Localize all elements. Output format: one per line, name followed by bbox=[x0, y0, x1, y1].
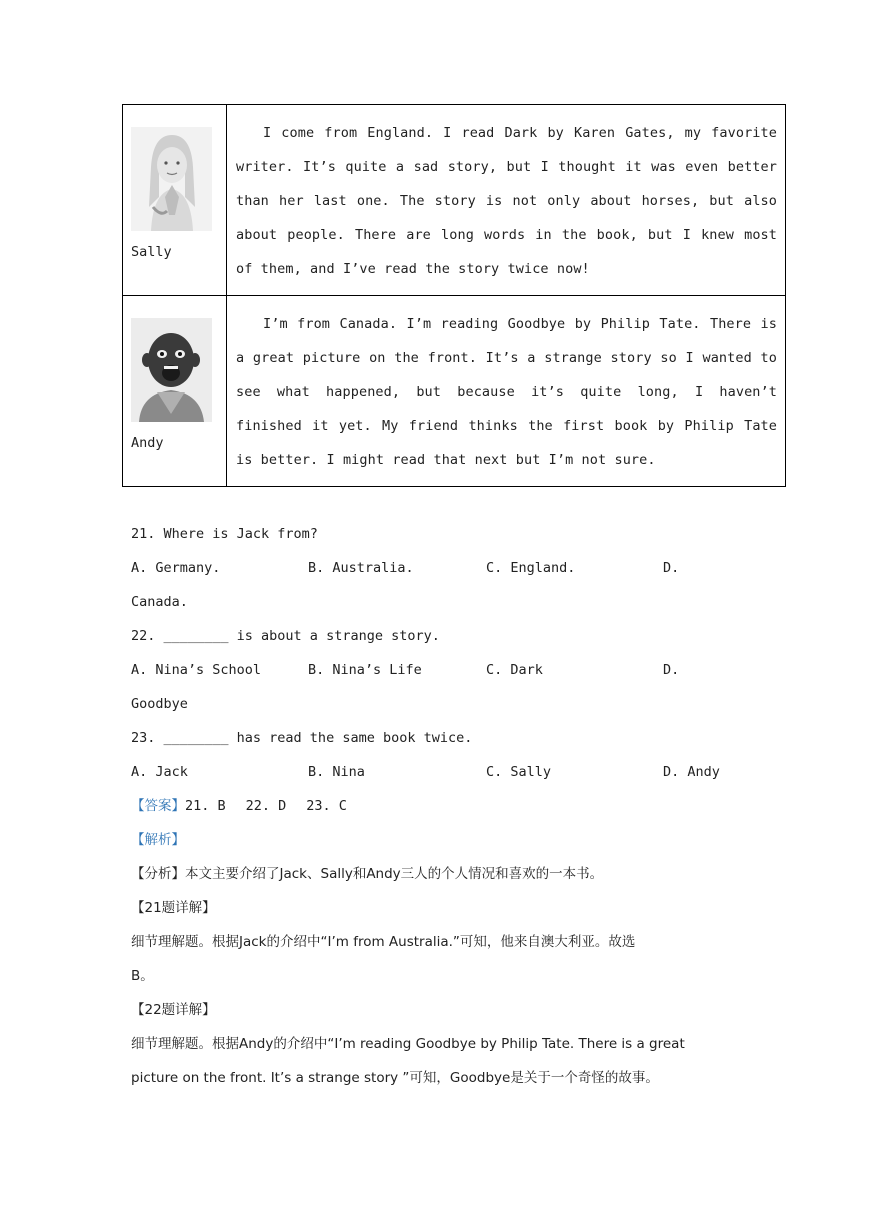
option-a: A. Germany. bbox=[131, 560, 221, 576]
summary-text: 本文主要介绍了Jack、Sally和Andy三人的个人情况和喜欢的一本书。 bbox=[185, 866, 604, 882]
q21-detail-line-1: 细节理解题。根据Jack的介绍中“I’m from Australia.”可知，他来自澳大利亚。故选 bbox=[131, 934, 636, 950]
answer-22: 22. D bbox=[245, 798, 287, 814]
options-row bbox=[131, 755, 751, 789]
answer-21: 21. B bbox=[185, 798, 226, 814]
option-d-text: Goodbye bbox=[131, 696, 188, 712]
option-b: B. Australia. bbox=[308, 560, 414, 576]
answer-23: 23. C bbox=[306, 798, 347, 814]
option-c: C. Sally bbox=[486, 764, 552, 780]
options-row bbox=[131, 551, 751, 585]
passage-sally: I come from England. I read Dark by Karen Gates, my favorite writer. It’s quite a sad story, but I thought it was even better than her last one. The story is not only about horses, but also about people. There are long words in the book, but I knew most of them, and I’ve read the story twice now! bbox=[236, 125, 777, 277]
summary-line bbox=[131, 857, 751, 891]
answer-label: 【答案】 bbox=[131, 798, 185, 814]
option-c: C. Dark bbox=[486, 662, 543, 678]
answer-line bbox=[131, 789, 751, 823]
girl-photo bbox=[131, 127, 212, 231]
question-stem: 21. Where is Jack from? bbox=[131, 526, 318, 542]
table-row bbox=[123, 105, 786, 296]
q21-detail-line-2: B。 bbox=[131, 968, 154, 984]
option-a: A. Jack bbox=[131, 764, 188, 780]
boy-photo bbox=[131, 318, 212, 422]
person-name: Andy bbox=[131, 435, 164, 451]
option-b: B. Nina bbox=[308, 764, 365, 780]
analysis-label: 【解析】 bbox=[131, 832, 185, 848]
question-stem: 23. ________ has read the same book twice. bbox=[131, 730, 473, 746]
options-row bbox=[131, 653, 751, 687]
option-c: C. England. bbox=[486, 560, 576, 576]
table-row bbox=[123, 296, 786, 487]
reading-table bbox=[122, 104, 786, 487]
option-d: D. bbox=[663, 560, 680, 576]
person-sally bbox=[123, 105, 226, 262]
question-stem: 22. ________ is about a strange story. bbox=[131, 628, 440, 644]
option-b: B. Nina’s Life bbox=[308, 662, 422, 678]
passage-andy: I’m from Canada. I’m reading Goodbye by Philip Tate. There is a great picture on the front. It’s a strange story so I wanted to see what happened, but because it’s quite long, I haven’t finished it yet. My friend thinks the first book by Philip Tate is better. I might read that next but I’m not sure. bbox=[236, 316, 777, 468]
person-name: Sally bbox=[131, 244, 172, 260]
option-d: D. Andy bbox=[663, 764, 720, 780]
questions-section bbox=[131, 517, 751, 1095]
person-andy bbox=[123, 296, 226, 453]
q22-detail-line-1: 细节理解题。根据Andy的介绍中“I’m reading Goodbye by Philip Tate. There is a great bbox=[131, 1036, 685, 1052]
q22-detail-line-2: picture on the front. It’s a strange story ”可知，Goodbye是关于一个奇怪的故事。 bbox=[131, 1070, 659, 1086]
option-d-text: Canada. bbox=[131, 594, 188, 610]
q21-detail-label: 【21题详解】 bbox=[131, 900, 216, 916]
summary-label: 【分析】 bbox=[131, 866, 185, 882]
option-a: A. Nina’s School bbox=[131, 662, 262, 678]
option-d: D. bbox=[663, 662, 680, 678]
q22-detail-label: 【22题详解】 bbox=[131, 1002, 216, 1018]
